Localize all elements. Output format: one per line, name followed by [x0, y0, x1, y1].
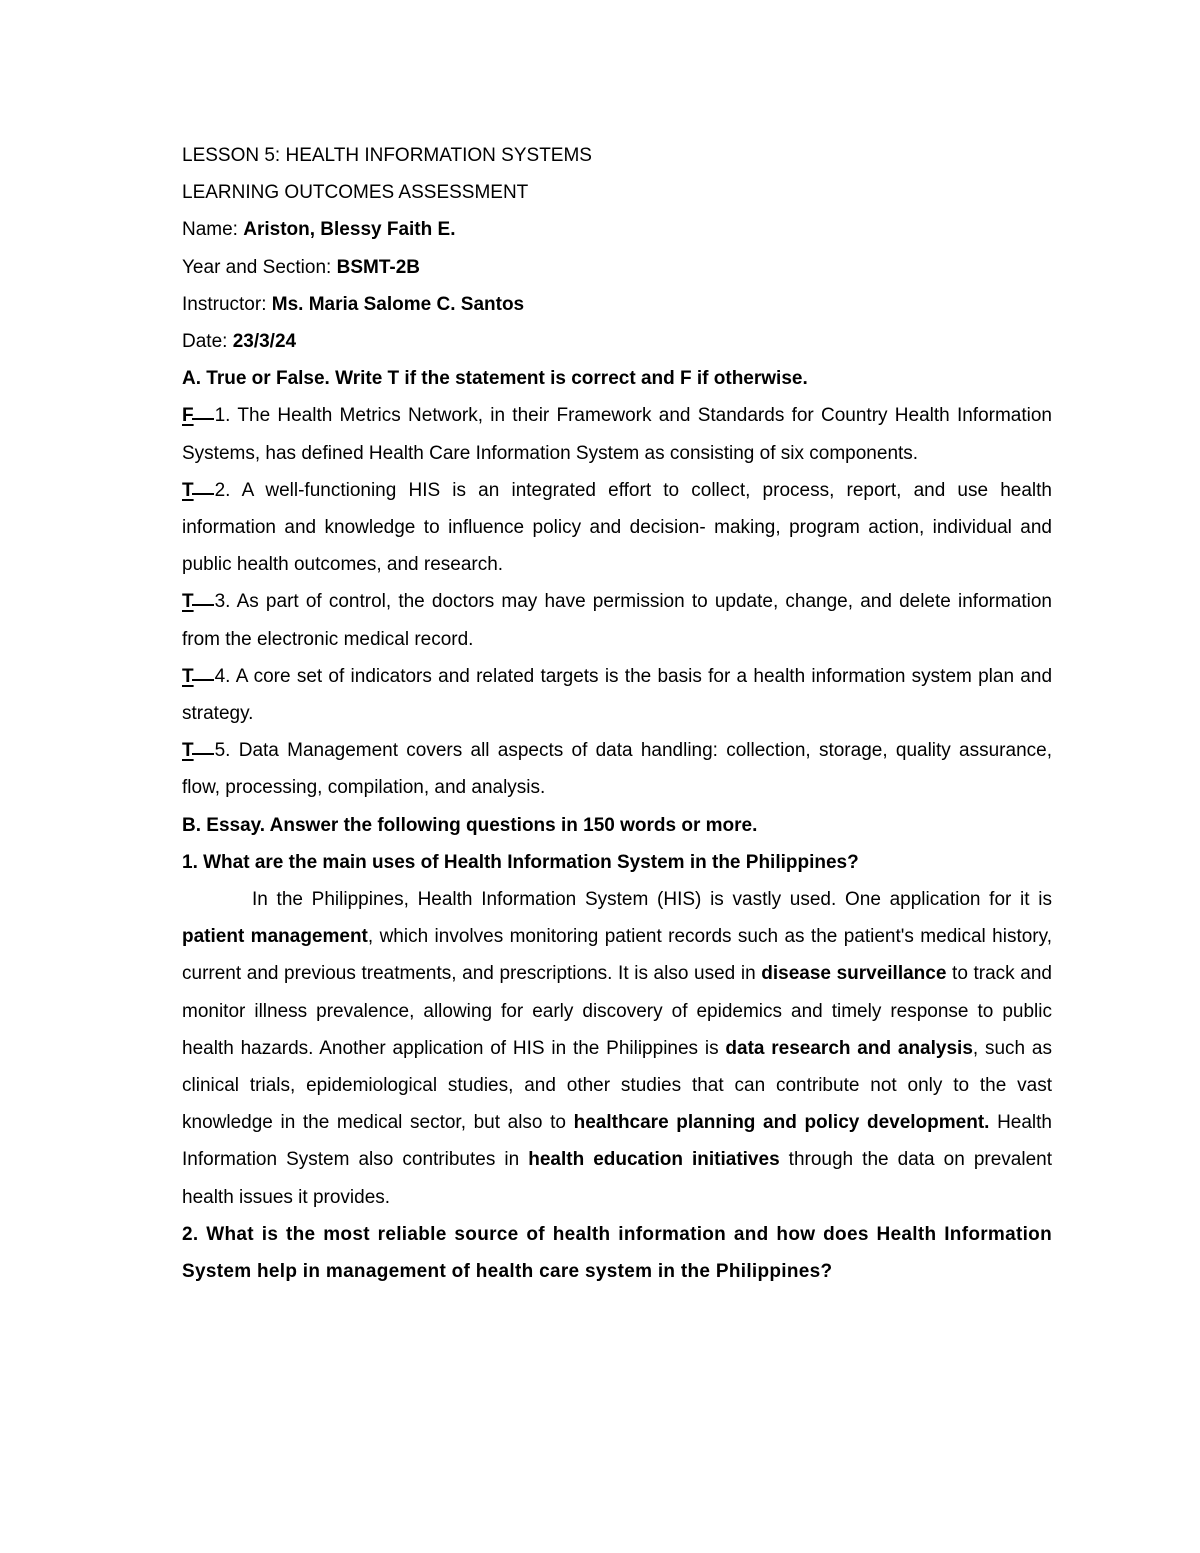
essay-question-2: 2. What is the most reliable source of health information and how does Health Information System help in management of health care system in the Philippines? [182, 1223, 1052, 1283]
answer-blank [192, 604, 214, 606]
answer-bold-term: patient management [182, 926, 368, 948]
answer-text: through the data on prevalent health issues it provides. [182, 1149, 1052, 1208]
answer-blank [192, 753, 214, 755]
tf-answer-3: T [182, 591, 194, 613]
tf-number-1: 1. [214, 405, 231, 427]
answer-bold-term: data research and analysis [725, 1037, 973, 1059]
tf-answer-5: T [182, 740, 194, 762]
tf-text-3: As part of control, the doctors may have permission to update, change, and delete information from the electronic medical record. [182, 591, 1052, 650]
tf-text-5: Data Management covers all aspects of data handling: collection, storage, quality assurance, flow, processing, compilation, and analysis. [182, 740, 1052, 799]
instructor-label: Instructor: [182, 293, 267, 315]
answer-blank [192, 493, 214, 495]
essay-question-1: 1. What are the main uses of Health Information System in the Philippines? [182, 851, 859, 873]
date-label: Date: [182, 331, 228, 353]
tf-item-5 [182, 732, 1052, 806]
name-label: Name: [182, 219, 238, 241]
answer-blank [192, 679, 214, 681]
instructor-value: Ms. Maria Salome C. Santos [271, 293, 525, 315]
tf-answer-4: T [182, 665, 194, 687]
section-value: BSMT-2B [336, 256, 420, 278]
answer-bold-term: health education initiatives [528, 1149, 780, 1171]
section-line [182, 249, 1052, 286]
tf-answer-2: T [182, 479, 194, 501]
tf-item-4 [182, 658, 1052, 732]
answer-bold-term: healthcare planning and policy development. [573, 1112, 990, 1134]
assessment-title: LEARNING OUTCOMES ASSESSMENT [182, 182, 529, 204]
answer-text: to track and monitor illness prevalence, allowing for early discovery of epidemics and timely response to public health hazards. Another application of HIS in the Philippines is [182, 963, 1052, 1059]
tf-item-2 [182, 472, 1052, 584]
tf-number-2: 2. [214, 479, 231, 501]
answer-blank [192, 418, 214, 420]
tf-text-2: A well-functioning HIS is an integrated effort to collect, process, report, and use health information and knowledge to influence policy and decision- making, program action, individual and public health outcomes, and research. [182, 479, 1052, 576]
tf-answer-1: F [182, 405, 194, 427]
part-b-heading: B. Essay. Answer the following questions in 150 words or more. [182, 814, 758, 836]
lesson-title: LESSON 5: HEALTH INFORMATION SYSTEMS [182, 145, 592, 166]
answer-text: , such as clinical trials, epidemiological studies, and other studies that can contribute not only to the vast knowledge in the medical sector, but also to [182, 1037, 1052, 1134]
part-a-heading: A. True or False. Write T if the statement is correct and F if otherwise. [182, 368, 808, 390]
essay-answer-1 [182, 881, 1052, 1216]
tf-number-5: 5. [214, 740, 231, 762]
tf-text-1: The Health Metrics Network, in their Framework and Standards for Country Health Information Systems, has defined Health Care Information System as consisting of six components. [182, 405, 1053, 464]
name-line [182, 211, 1052, 248]
date-line [182, 323, 1052, 360]
document-content [182, 137, 1052, 1290]
tf-number-4: 4. [214, 665, 231, 687]
tf-text-4: A core set of indicators and related targets is the basis for a health information system plan and strategy. [182, 665, 1053, 725]
answer-text: Health Information System also contributes in [182, 1112, 1052, 1171]
tf-item-1 [182, 397, 1052, 471]
answer-bold-term: disease surveillance [761, 963, 947, 985]
tf-number-3: 3. [214, 591, 231, 613]
instructor-line [182, 286, 1052, 323]
answer-text: , which involves monitoring patient records such as the patient's medical history, current and previous treatments, and prescriptions. It is also used in [182, 926, 1053, 985]
date-value: 23/3/24 [232, 331, 297, 353]
answer-text: In the Philippines, Health Information System (HIS) is vastly used. One application for it is [252, 889, 1052, 911]
tf-item-3 [182, 583, 1052, 657]
section-label: Year and Section: [182, 256, 332, 278]
name-value: Ariston, Blessy Faith E. [243, 219, 456, 241]
